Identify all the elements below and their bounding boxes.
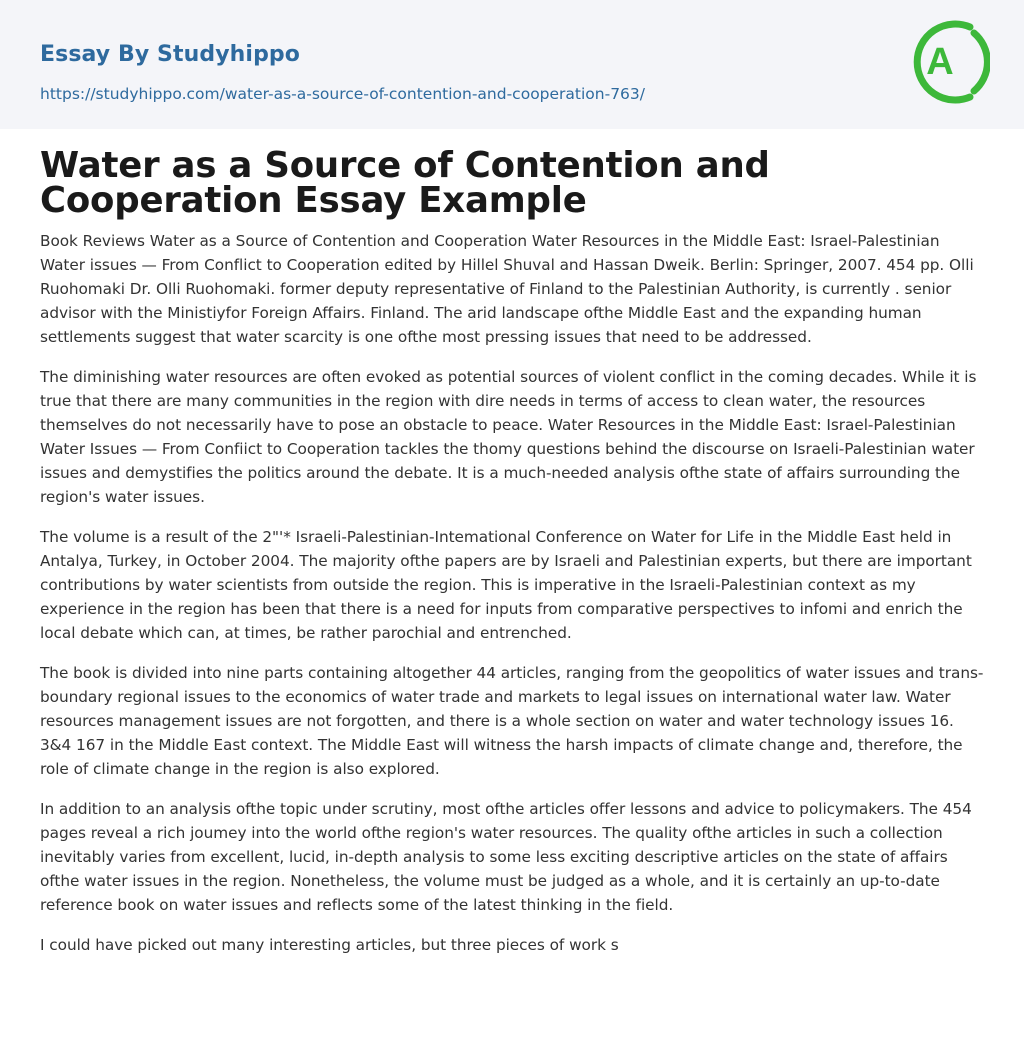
studyhippo-logo-icon[interactable]	[906, 17, 990, 107]
paragraph: The diminishing water resources are often evoked as potential sources of violent conflict in the coming decades. While it is true that there are many communities in the region with dire needs in terms of access to clean water, the resources themselves do not necessarily have to pose an obstacle to peace. Water Resources in the Middle East: Israel-Palestinian Water Issues — From Confiict to Cooperation tackles the thomy questions behind the discourse on Israeli-Palestinian water issues and demystifies the politics around the debate. It is a much-needed analysis ofthe state of affairs surrounding the region's water issues.	[40, 368, 977, 506]
logo-letter: A	[926, 41, 954, 83]
site-header	[0, 0, 1024, 129]
paragraph: I could have picked out many interesting articles, but three pieces of work s	[40, 936, 619, 954]
page-title: Water as a Source of Contention and Cooperation Essay Example	[40, 145, 770, 221]
paragraph: Book Reviews Water as a Source of Contention and Cooperation Water Resources in the Middle East: Israel-Palestinian Water issues — From Conflict to Cooperation edited by Hillel Shuval and Hassan Dweik. Berlin: Springer, 2007. 454 pp. Olli Ruohomaki Dr. Olli Ruohomaki. former deputy representative of Finland to the Palestinian Authority, is currently . senior advisor with the Ministiyfor Foreign Affairs. Finland. The arid landscape ofthe Middle East and the expanding human settlements suggest that water scarcity is one ofthe most pressing issues that need to be addressed.	[40, 232, 974, 346]
paragraph: The book is divided into nine parts containing altogether 44 articles, ranging from the geopolitics of water issues and trans-boundary regional issues to the economics of water trade and markets to legal issues on international water law. Water resources management issues are not forgotten, and there is a whole section on water and water technology issues 16. 3&4 167 in the Middle East context. The Middle East will witness the harsh impacts of climate change and, therefore, the role of climate change in the region is also explored.	[40, 664, 984, 778]
paragraph: In addition to an analysis ofthe topic under scrutiny, most ofthe articles offer lessons and advice to policymakers. The 454 pages reveal a rich joumey into the world ofthe region's water resources. The quality ofthe articles in such a collection inevitably varies from excellent, lucid, in-depth analysis to some less exciting descriptive articles on the state of affairs ofthe water issues in the region. Nonetheless, the volume must be judged as a whole, and it is certainly an up-to-date reference book on water issues and reflects some of the latest thinking in the field.	[40, 800, 972, 914]
site-brand[interactable]: Essay By Studyhippo	[40, 42, 300, 67]
article	[40, 145, 988, 973]
paragraph: The volume is a result of the 2"'* Israeli-Palestinian-Intemational Conference on Water for Life in the Middle East held in Antalya, Turkey, in October 2004. The majority ofthe papers are by Israeli and Palestinian experts, but there are important contributions by water scientists from outside the region. This is imperative in the Israeli-Palestinian context as my experience in the region has been that there is a need for inputs from comparative perspectives to infomi and enrich the local debate which can, at times, be rather parochial and entrenched.	[40, 528, 972, 642]
page-url-link[interactable]: https://studyhippo.com/water-as-a-source-of-contention-and-cooperation-763/	[40, 85, 646, 103]
